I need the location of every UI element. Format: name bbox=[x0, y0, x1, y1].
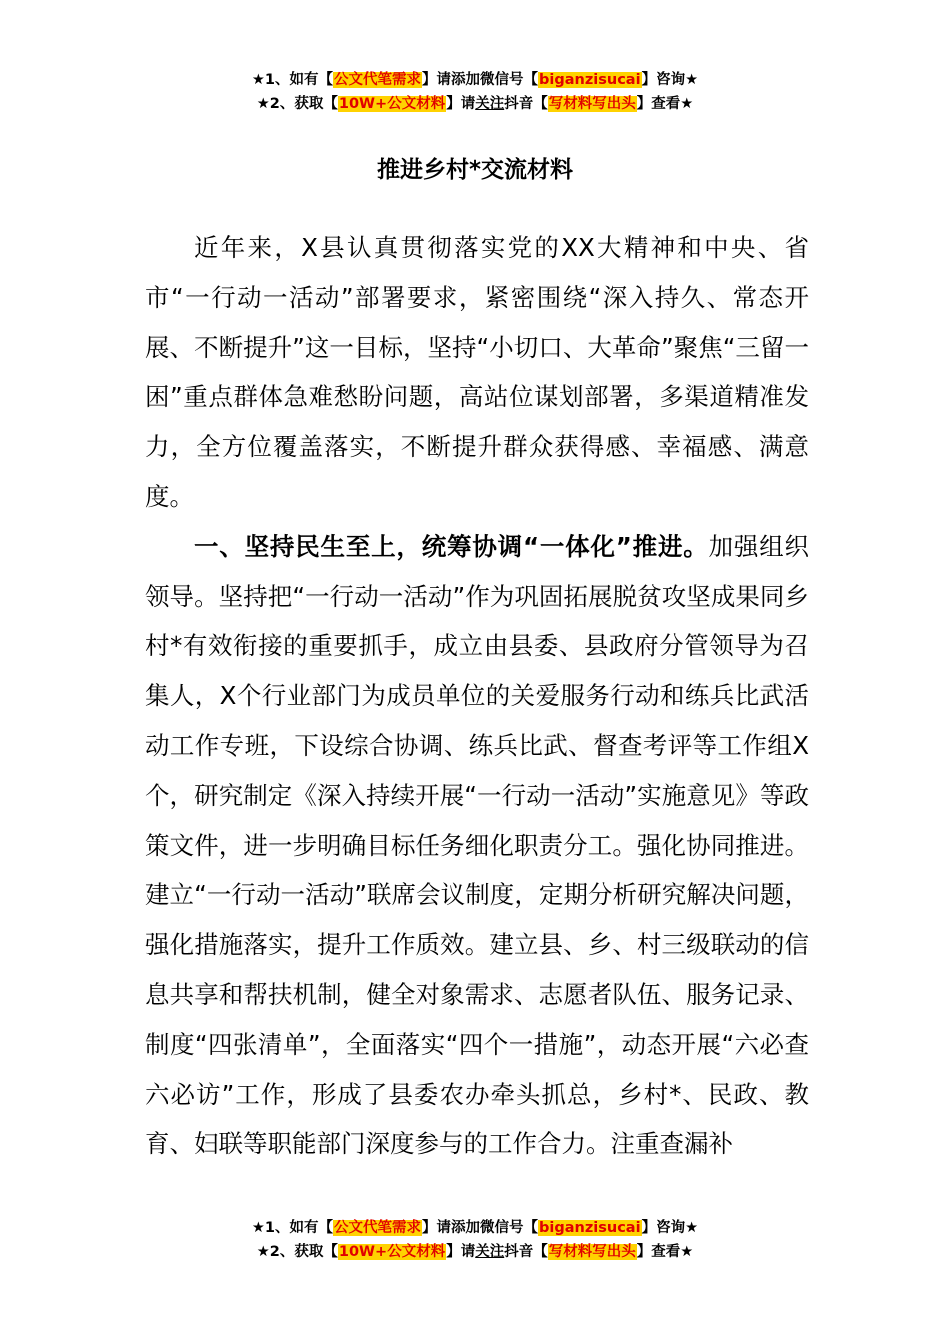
body-paragraph: 近年来，X县认真贯彻落实党的XX大精神和中央、省市“一行动一活动”部署要求，紧密围绕“深入持久、常态开展、不断提升”这一目标，坚持“小切口、大革命”聚焦“三留一困”重点群体急难愁盼问题，高站位谋划部署，多渠道精准发力，全方位覆盖落实，不断提升群众获得感、幸福感、满意度。 bbox=[145, 233, 809, 511]
document-body bbox=[145, 223, 809, 1213]
promo-highlight: 公文代笔需求 bbox=[334, 1220, 422, 1236]
promo-highlight: 10W+公文材料 bbox=[338, 96, 446, 112]
promo-highlight: 10W+公文材料 bbox=[338, 1244, 446, 1260]
promo-line-1: ★1、如有【公文代笔需求】请添加微信号【biganzisucai】咨询★ bbox=[251, 1220, 699, 1236]
promo-line-2: ★2、获取【10W+公文材料】请关注抖音【写材料写出头】查看★ bbox=[256, 1244, 694, 1260]
promo-banner-bottom bbox=[0, 1216, 950, 1264]
promo-line-1: ★1、如有【公文代笔需求】请添加微信号【biganzisucai】咨询★ bbox=[251, 72, 699, 88]
document-title: 推进乡村*交流材料 bbox=[376, 157, 574, 183]
promo-banner-top bbox=[0, 68, 950, 116]
promo-line-2: ★2、获取【10W+公文材料】请关注抖音【写材料写出头】查看★ bbox=[256, 96, 694, 112]
promo-wechat-id: biganzisucai bbox=[539, 72, 641, 88]
body-paragraph: 一、坚持民生至上，统筹协调“一体化”推进。加强组织领导。坚持把“一行动一活动”作为巩固拓展脱贫攻坚成果同乡村*有效衔接的重要抓手，成立由县委、县政府分管领导为召集人，X个行业部门为成员单位的关爱服务行动和练兵比武活动工作专班，下设综合协调、练兵比武、督查考评等工作组X个，研究制定《深入持续开展“一行动一活动”实施意见》等政策文件，进一步明确目标任务细化职责分工。强化协同推进。建立“一行动一活动”联席会议制度，定期分析研究解决问题，强化措施落实，提升工作质效。建立县、乡、村三级联动的信息共享和帮扶机制，健全对象需求、志愿者队伍、服务记录、制度“四张清单”，全面落实“四个一措施”，动态开展“六必查六必访”工作，形成了县委农办牵头抓总，乡村*、民政、教育、妇联等职能部门深度参与的工作合力。注重查漏补 bbox=[145, 531, 809, 1159]
promo-wechat-id: biganzisucai bbox=[539, 1220, 641, 1236]
promo-douyin-id: 写材料写出头 bbox=[548, 1244, 636, 1260]
promo-highlight: 公文代笔需求 bbox=[334, 72, 422, 88]
section-heading: 一、坚持民生至上，统筹协调“一体化”推进。 bbox=[194, 531, 709, 561]
promo-douyin-id: 写材料写出头 bbox=[548, 96, 636, 112]
